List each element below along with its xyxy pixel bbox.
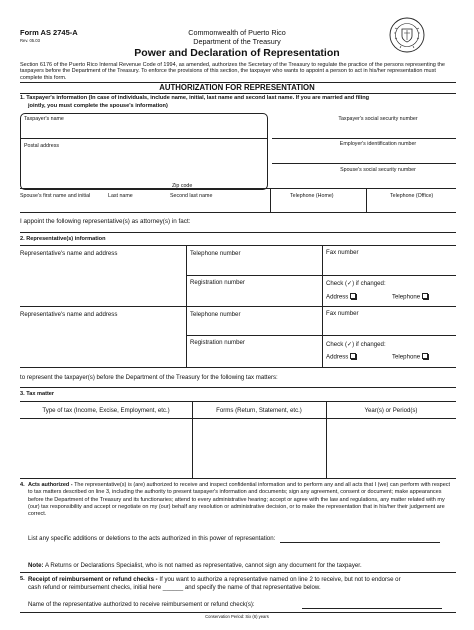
rep1-address-checkbox[interactable]: Address <box>326 293 356 301</box>
appoint-statement: I appoint the following representative(s) as attorney(s) in fact: <box>20 218 191 225</box>
rep2-address-checkbox[interactable]: Address <box>326 353 356 361</box>
rep1-fax-label: Fax number <box>326 249 359 256</box>
rep1-telephone-checkbox[interactable]: Telephone <box>392 293 428 301</box>
rep2-telephone-label: Telephone number <box>190 311 241 318</box>
zip-code-label: Zip code <box>172 183 193 189</box>
taxpayer-ssn-label: Taxpayer's social security number <box>338 116 418 122</box>
rep2-check-label: Check (✓) if changed: <box>326 341 386 348</box>
spouse-ssn-label: Spouse's social security number <box>340 167 416 173</box>
rep2-name-address-label: Representative's name and address <box>20 311 118 318</box>
section4-body: Acts authorized - The representative(s) is (are) authorized to receive and inspect confidential information and to perform any and all acts that I (we) can perform with respect to tax matters described on line 3, including the authority to present taxpayer's information and documents; sign any agreement, consent or document; make appearances before the Department of the Treasury and its functionaries; attend to every administrative hearing; accept or agree with the law and regulations, any matter related with my (our) tax responsibility and accept or negotiate on my (our) behalf any resolution or administrative decision, or to make the representation that in his/her their judgement are correct. <box>28 482 451 518</box>
spouse-name-label: Spouse's first name and initial <box>20 193 91 199</box>
telephone-office-label: Telephone (Office) <box>390 193 434 199</box>
section4-note: Note: A Returns or Declarations Specialist, who is not named as representative, cannot sign any document for the taxpayer. <box>28 562 362 569</box>
rep1-address-checkbox-icon[interactable] <box>350 293 356 299</box>
conservation-period: Conservation Period: Six (6) years <box>205 614 269 619</box>
refund-representative-line[interactable] <box>302 608 442 609</box>
section2-title: 2. Representative(s) information <box>20 236 106 242</box>
rep1-telephone-label: Telephone number <box>190 250 241 257</box>
rep2-address-checkbox-icon[interactable] <box>350 353 356 359</box>
section5-name-line: Name of the representative authorized to receive reimbursement or refund check(s): <box>28 601 255 608</box>
intro-paragraph: Section 6176 of the Puerto Rico Internal Revenue Code of 1994, as amended, authorizes the Secretary of the Treasury to regulate the practice of the persons representing the taxpayers before the Department of the Treasury. To enforce the provisions of this section, the taxpayer who wants to appoint a person to act in his/her representation must complete this form. <box>20 62 445 81</box>
col-forms: Forms (Return, Statement, etc.) <box>216 407 302 414</box>
section5-number: 5. <box>20 576 25 582</box>
section5-line1: Receipt of reimbursement or refund checks - If you want to authorize a representative named on line 2 to receive, but not to endorse or <box>28 576 401 583</box>
agency-line-2: Department of the Treasury <box>193 37 281 46</box>
rep1-registration-label: Registration number <box>190 279 245 286</box>
telephone-home-label: Telephone (Home) <box>290 193 334 199</box>
form-number: Form AS 2745-A <box>20 28 78 37</box>
rep1-name-address-label: Representative's name and address <box>20 250 118 257</box>
last-name-label: Last name <box>108 193 133 199</box>
additions-line[interactable] <box>280 542 440 543</box>
agency-line-1: Commonwealth of Puerto Rico <box>188 28 286 37</box>
second-last-name-label: Second last name <box>170 193 213 199</box>
rep2-telephone-checkbox[interactable]: Telephone <box>392 353 428 361</box>
section5-line2: cash refund or reimbursement checks, initial here ______ and specify the name of that representative below. <box>28 584 321 591</box>
rep2-fax-label: Fax number <box>326 310 359 317</box>
section1-title-line2: jointly, you must complete the spouse's information) <box>28 103 168 109</box>
section4-number: 4. <box>20 482 25 488</box>
section4-list-line: List any specific additions or deletions to the acts authorized in this power of representation: <box>28 535 276 542</box>
rep2-registration-label: Registration number <box>190 339 245 346</box>
authorization-title: AUTHORIZATION FOR REPRESENTATION <box>159 83 315 92</box>
represent-statement: to represent the taxpayer(s) before the Department of the Treasury for the following tax matters: <box>20 374 278 381</box>
section3-title: 3. Tax matter <box>20 391 55 397</box>
employer-id-label: Employer's identification number <box>339 141 417 147</box>
col-type-of-tax: Type of tax (Income, Excise, Employment, etc.) <box>42 407 170 414</box>
revision: Rev. 05.03 <box>20 38 40 43</box>
taxpayer-name-label: Taxpayer's name <box>24 116 64 122</box>
postal-address-label: Postal address <box>24 143 60 149</box>
page-title: Power and Declaration of Representation <box>134 47 340 59</box>
rep1-telephone-checkbox-icon[interactable] <box>422 293 428 299</box>
rep1-check-label: Check (✓) if changed: <box>326 280 386 287</box>
taxpayer-box[interactable] <box>20 113 268 190</box>
section1-title: 1. Taxpayer's information (In case of individuals, include name, initial, last name and second last name. If you are married and filing <box>20 95 370 101</box>
treasury-seal-icon <box>388 16 426 54</box>
col-years: Year(s) or Period(s) <box>364 407 418 414</box>
rep2-telephone-checkbox-icon[interactable] <box>422 353 428 359</box>
